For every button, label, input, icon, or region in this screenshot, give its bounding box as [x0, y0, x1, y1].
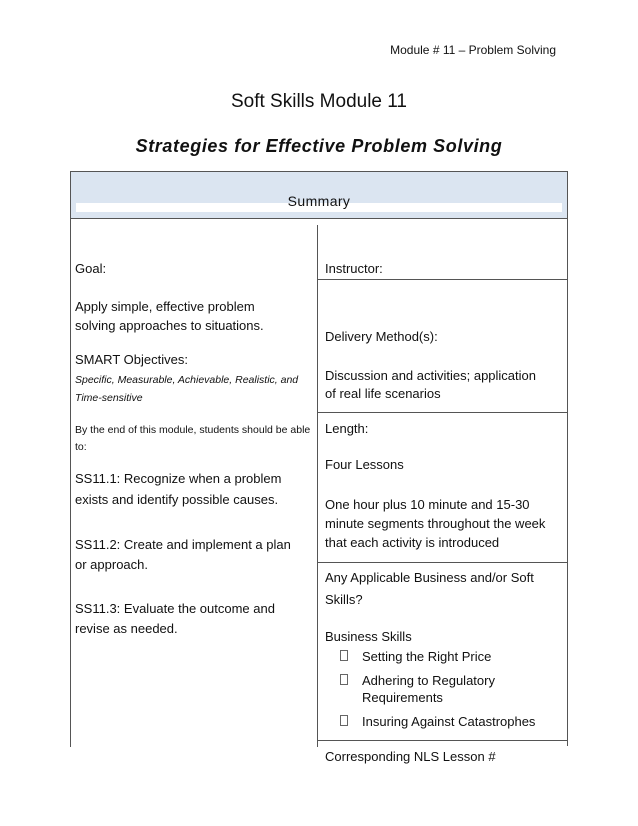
bullet-box-icon	[340, 650, 348, 661]
objective-ss11-1-line2: exists and identify possible causes.	[75, 492, 279, 507]
table-border-right-header	[567, 171, 568, 219]
table-border-left	[70, 171, 71, 747]
delivery-method-label: Delivery Method(s):	[325, 329, 438, 344]
business-skills-list	[340, 648, 560, 737]
length-detail-line1: One hour plus 10 minute and 15-30	[325, 497, 530, 512]
goal-text-line2: solving approaches to situations.	[75, 318, 264, 333]
list-item	[340, 672, 560, 706]
document-title: Soft Skills Module 11	[230, 91, 407, 112]
goal-text-line1: Apply simple, effective problem	[75, 299, 255, 314]
running-header: Module # 11 – Problem Solving	[390, 43, 556, 57]
row-divider-skills	[318, 740, 568, 741]
objectives-intro-line1: By the end of this module, students should be able	[75, 424, 311, 436]
summary-divider	[70, 218, 568, 219]
delivery-method-text-line1: Discussion and activities; application	[325, 368, 536, 383]
column-divider	[317, 225, 318, 747]
skills-label-line1: Any Applicable Business and/or Soft	[325, 570, 534, 585]
smart-description-line1: Specific, Measurable, Achievable, Realistic, and	[75, 374, 299, 386]
objectives-intro-line2: to:	[75, 441, 87, 453]
list-item-text: Adhering to Regulatory Requirements	[362, 673, 495, 705]
row-divider-delivery	[318, 412, 568, 413]
business-skills-label: Business Skills	[325, 629, 412, 644]
goal-label: Goal:	[75, 261, 107, 276]
list-item-text: Setting the Right Price	[362, 649, 492, 664]
objective-ss11-2-line1: SS11.2: Create and implement a plan	[75, 537, 291, 552]
length-lessons: Four Lessons	[325, 457, 404, 472]
length-detail-line2: minute segments throughout the week	[325, 516, 546, 531]
summary-heading: Summary	[287, 193, 351, 209]
length-label: Length:	[325, 421, 369, 436]
delivery-method-text-line2: of real life scenarios	[325, 386, 441, 401]
document-subtitle: Strategies for Effective Problem Solving	[135, 136, 503, 156]
objective-ss11-1-line1: SS11.1: Recognize when a problem	[75, 471, 282, 486]
length-detail-line3: that each activity is introduced	[325, 535, 500, 550]
row-divider-length	[318, 562, 568, 563]
objective-ss11-3-line1: SS11.3: Evaluate the outcome and	[75, 601, 275, 616]
objective-ss11-2-line2: or approach.	[75, 557, 148, 572]
list-item-text: Insuring Against Catastrophes	[362, 714, 536, 729]
smart-objectives-label: SMART Objectives:	[75, 352, 188, 367]
list-item	[340, 713, 560, 730]
table-border-right	[567, 219, 568, 746]
skills-label-line2: Skills?	[325, 592, 363, 607]
bullet-box-icon	[340, 715, 348, 726]
smart-description-line2: Time-sensitive	[75, 392, 143, 404]
instructor-label: Instructor:	[325, 261, 383, 276]
row-divider-instructor	[318, 279, 568, 280]
nls-lesson-label: Corresponding NLS Lesson #	[325, 749, 496, 764]
objective-ss11-3-line2: revise as needed.	[75, 621, 178, 636]
bullet-box-icon	[340, 674, 348, 685]
list-item	[340, 648, 560, 665]
